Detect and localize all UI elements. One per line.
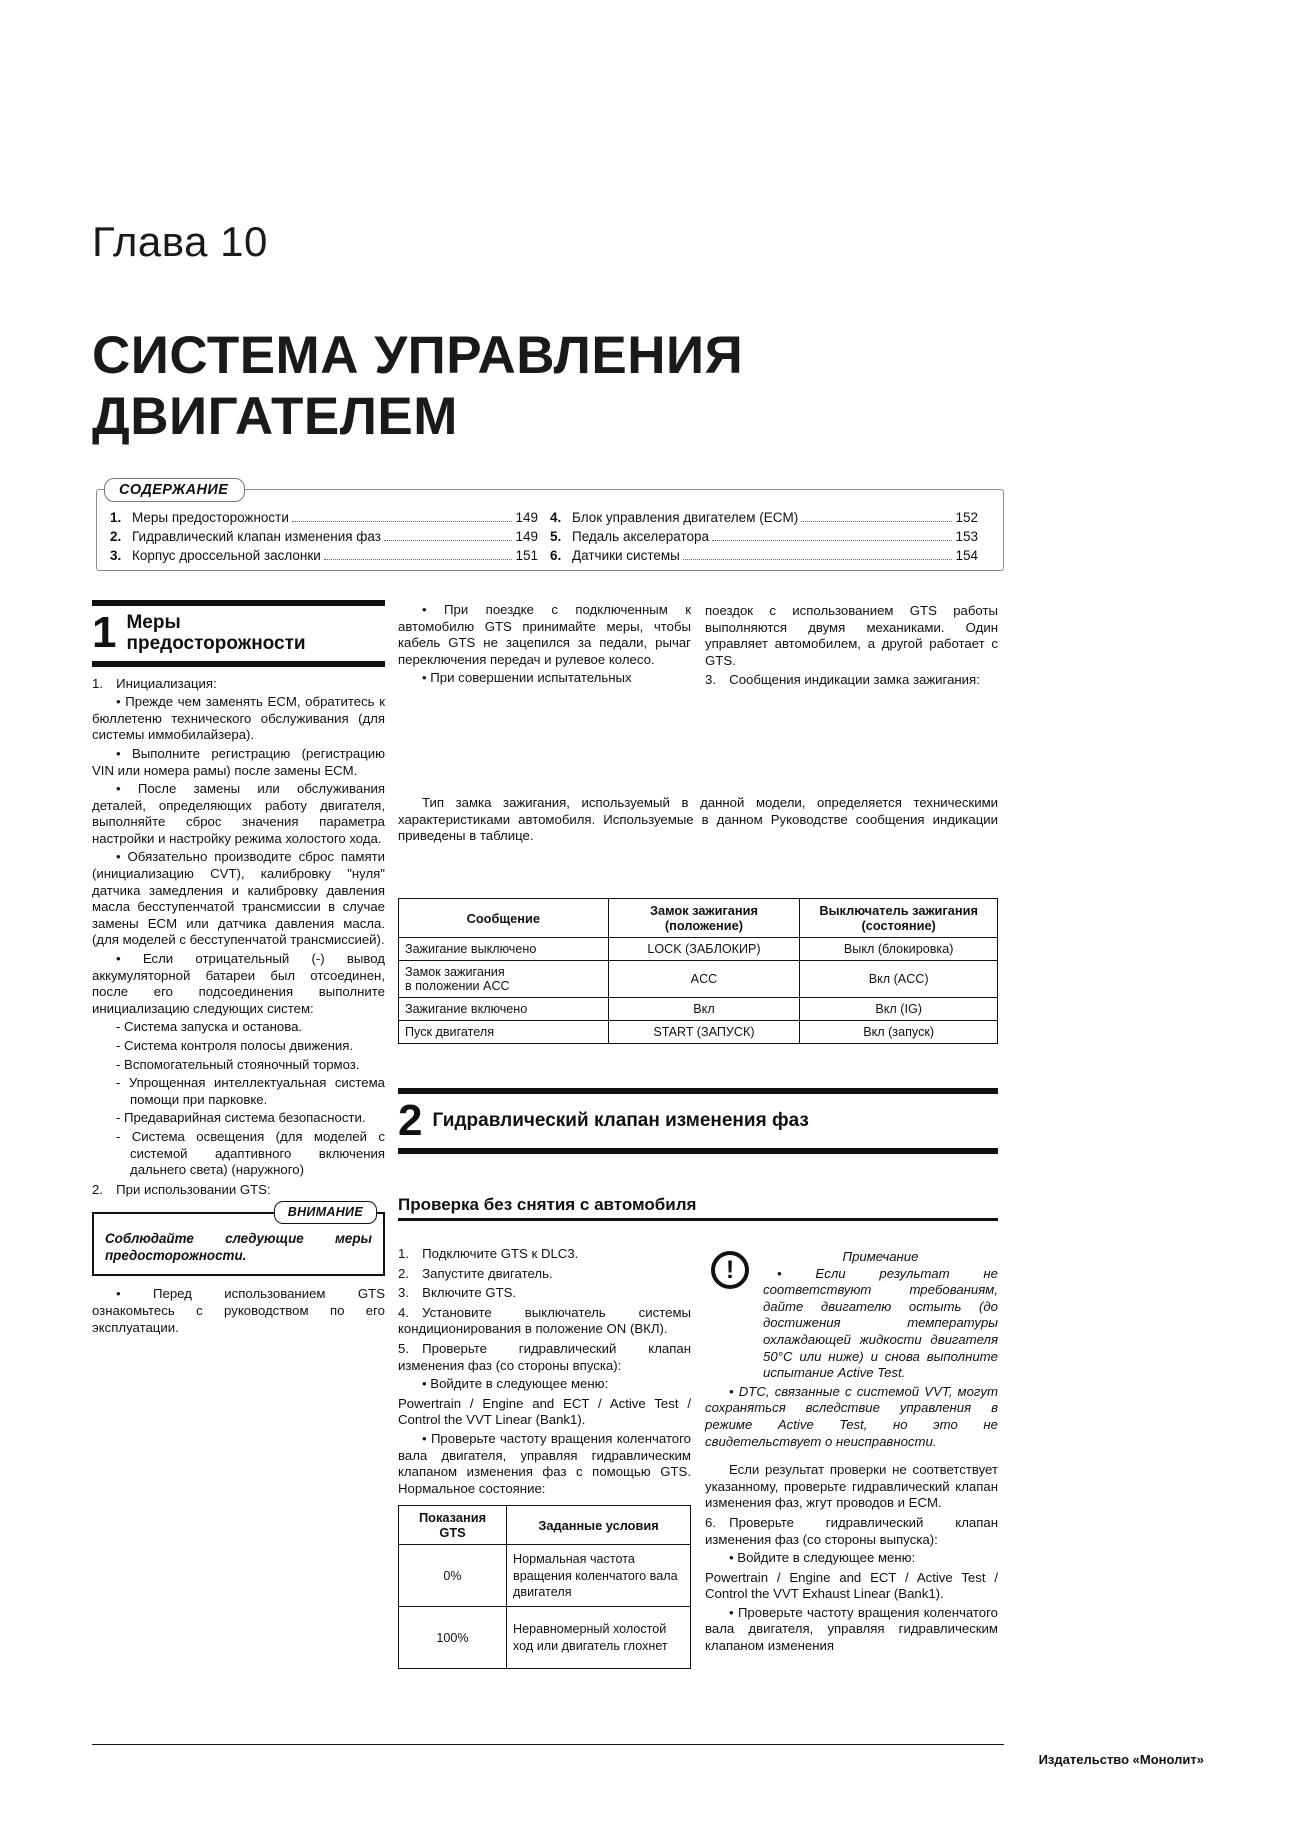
gts-cell-value: 0% [399, 1545, 507, 1607]
step-5-menu-path: Powertrain / Engine and ECT / Active Test / Control the VVT Linear (Bank1). [398, 1395, 691, 1428]
toc-item[interactable] [110, 527, 538, 546]
table-row [399, 1545, 691, 1607]
step-6-bullet-2: • Проверьте частоту вращения коленчатого вала двигателя, управляя гидравлическим клапаном изменения [705, 1604, 998, 1654]
toc-item-label: Гидравлический клапан изменения фаз [132, 529, 381, 544]
paragraph-bullet: • Прежде чем заменять ECM, обратитесь к бюллетеню технического обслуживания (для системы иммобилайзера). [92, 694, 385, 743]
table-header-switch-line-1: Выключатель зажигания [819, 903, 978, 918]
paragraph-continuation: поездок с использованием GTS работы выполняются двумя механиками. Один управляет автомобилем, а другой работает с GTS. [705, 603, 998, 668]
note-block [705, 1249, 998, 1450]
ignition-table-intro [398, 795, 998, 845]
gts-header-reading-line-1: Показания [418, 1510, 487, 1526]
ignition-table [398, 898, 998, 1044]
toc-item-page: 153 [955, 529, 978, 544]
paragraph-item-2: 2. При использовании GTS: [92, 1181, 271, 1197]
table-header-lock-line-1: Замок зажигания [649, 903, 758, 918]
paragraph-dash: - Система контроля полосы движения. [116, 1038, 354, 1053]
gts-header-conditions: Заданные условия [507, 1506, 691, 1545]
table-header-lock-line-2: (положение) [664, 918, 744, 933]
section-title-line-1: Меры [126, 612, 181, 633]
section-number: 1 [92, 608, 117, 658]
page-title-line-2: ДВИГАТЕЛЕМ [92, 387, 458, 447]
toc-item-page: 149 [515, 510, 538, 525]
paragraph-dash: - Система освещения (для моделей с системой адаптивного включения дальнего света) (наружного) [116, 1128, 385, 1178]
step-5-bullet-1: • Войдите в следующее меню: [422, 1376, 609, 1392]
toc-item[interactable] [550, 527, 978, 546]
toc-item-label: Корпус дроссельной заслонки [132, 548, 321, 563]
cell-switch: Вкл (IG) [800, 998, 998, 1021]
footer-divider [92, 1744, 1004, 1745]
section-rule-bottom [398, 1148, 998, 1154]
toc-column-left [110, 508, 550, 565]
paragraph-dash: - Вспомогательный стояночный тормоз. [116, 1056, 360, 1072]
section-2-heading [398, 1088, 998, 1154]
toc-leader-dots [801, 521, 952, 522]
paragraph-bullet: • После замены или обслуживания деталей, определяющих работу двигателя, выполняйте сброс значения параметра настройки и настройку режима холостого хода. [92, 781, 385, 846]
step-2: 2. Запустите двигатель. [398, 1265, 553, 1281]
table-header-message: Сообщение [399, 899, 609, 938]
body-column-3-top [705, 600, 998, 780]
table-row [399, 961, 998, 998]
section-title-line-2: предосторожности [126, 633, 306, 655]
cell-lock: Вкл [608, 998, 800, 1021]
table-header-lock [608, 899, 800, 938]
toc-leader-dots [292, 521, 513, 522]
table-header-row [399, 899, 998, 938]
body-column-3-bottom [705, 1243, 998, 1655]
note-bullet-1: • Если результат не соответствуют требованиям, дайте двигателю остыть (до достижения температуры охлаждающей жидкости двигателя 50°C или ниже) и снова выполните испытание Active Test. [763, 1265, 998, 1381]
table-header-row [399, 1506, 691, 1545]
step-4: 4. Установите выключатель системы кондиционирования в положение ON (ВКЛ). [398, 1304, 691, 1337]
exclamation-icon: ! [711, 1251, 749, 1289]
toc-item-number: 3. [110, 548, 122, 563]
toc-item-page: 149 [515, 529, 538, 544]
paragraph-bullet: • Обязательно производите сброс памяти (инициализацию CVT), калибровку "нуля" датчика замедления и калибровку давления масла бесступенчатой трансмиссии в случае замены ECM или датчика давления масла. (для моделей с бесступенчатой трансмиссией). [92, 849, 385, 948]
cell-message: Пуск двигателя [399, 1021, 609, 1044]
toc-item-page: 152 [955, 510, 978, 525]
cell-lock: LOCK (ЗАБЛОКИР) [608, 938, 800, 961]
toc-item-label: Датчики системы [572, 548, 680, 563]
section-2-subheading-wrap [398, 1183, 998, 1229]
paragraph-bullet: • Если отрицательный (-) вывод аккумуляторной батареи был отсоединен, после его подсоединения выполните инициализацию следующих систем: [92, 951, 385, 1016]
page-title-line-1: СИСТЕМА УПРАВЛЕНИЯ [92, 326, 744, 385]
paragraph-bullet: • Выполните регистрацию (регистрацию VIN или номера рамы) после замены ECM. [92, 745, 385, 778]
section-2-subheading: Проверка без снятия с автомобиля [398, 1195, 998, 1221]
section-number: 2 [398, 1096, 423, 1145]
cell-switch: Выкл (блокировка) [800, 938, 998, 961]
paragraph-dash: - Предаварийная система безопасности. [116, 1110, 366, 1126]
footer-publisher: Издательство «Монолит» [1038, 1752, 1204, 1767]
cell-lock: ACC [608, 961, 800, 998]
chapter-label: Глава 10 [92, 218, 268, 265]
paragraph-dash: - Система запуска и останова. [116, 1019, 303, 1035]
toc-item-number: 5. [550, 529, 562, 544]
paragraph-bullet: • При совершении испытательных [422, 670, 632, 686]
step-3: 3. Включите GTS. [398, 1285, 517, 1301]
toc-item[interactable] [110, 546, 538, 565]
toc-item[interactable] [550, 546, 978, 565]
cell-lock: START (ЗАПУСК) [608, 1021, 800, 1044]
toc-leader-dots [324, 559, 513, 560]
attention-tab-label: ВНИМАНИЕ [274, 1201, 377, 1224]
toc-item-label: Блок управления двигателем (ECM) [572, 510, 799, 525]
step-6-bullet-1: • Войдите в следующее меню: [729, 1550, 916, 1566]
note-bullet-2: • DTC, связанные с системой VVT, могут сохраняться вследствие управления в режиме Active Test, но это не свидетельствует о неисправности. [705, 1383, 998, 1449]
gts-reading-table [398, 1505, 691, 1669]
cell-switch: Вкл (запуск) [800, 1021, 998, 1044]
toc-column-right [550, 508, 990, 565]
page-title [92, 325, 992, 448]
paragraph-item-3: 3. Сообщения индикации замка зажигания: [705, 672, 980, 688]
step-5-bullet-2: • Проверьте частоту вращения коленчатого вала двигателя, управляя гидравлическим клапаном изменения фаз с помощью GTS. Нормальное состояние: [398, 1430, 691, 1496]
attention-text: Соблюдайте следующие меры предосторожности. [92, 1212, 385, 1276]
table-header-switch-line-2: (состояние) [861, 918, 936, 933]
paragraph-dash: - Упрощенная интеллектуальная система помощи при парковке. [116, 1075, 385, 1107]
toc-leader-dots [683, 559, 953, 560]
toc-item-number: 1. [110, 510, 122, 525]
paragraph-bullet: • При поездке с подключенным к автомобилю GTS принимайте меры, чтобы кабель GTS не зацепился за педали, рычаг переключения передач и рулевое колесо. [398, 602, 691, 667]
gts-cell-condition: Неравномерный холостой ход или двигатель глохнет [507, 1607, 691, 1669]
paragraph-bullet: • Перед использованием GTS ознакомьтесь с руководством по его эксплуатации. [92, 1286, 385, 1335]
body-column-2-top [398, 600, 691, 780]
paragraph-after-note: Если результат проверки не соответствует указанному, проверьте гидравлический клапан изменения фаз, жгут проводов и ECM. [705, 1462, 998, 1511]
toc-tab-label: СОДЕРЖАНИЕ [104, 478, 245, 502]
step-1: 1. Подключите GTS к DLC3. [398, 1246, 579, 1261]
table-row [399, 1021, 998, 1044]
step-6: 6. Проверьте гидравлический клапан изменения фаз (со стороны выпуска): [705, 1514, 998, 1547]
gts-header-reading [399, 1506, 507, 1545]
step-5: 5. Проверьте гидравлический клапан изменения фаз (со стороны впуска): [398, 1340, 691, 1373]
table-row [399, 1607, 691, 1669]
toc-leader-dots [384, 540, 513, 541]
body-column-1 [92, 600, 385, 1336]
step-6-menu-path: Powertrain / Engine and ECT / Active Test / Control the VVT Exhaust Linear (Bank1). [705, 1569, 998, 1602]
cell-message: Зажигание включено [399, 998, 609, 1021]
table-row [399, 998, 998, 1021]
cell-switch: Вкл (ACC) [800, 961, 998, 998]
toc-item-number: 2. [110, 529, 122, 544]
paragraph-item-1: 1. Инициализация: [92, 675, 217, 691]
note-title: Примечание [842, 1249, 919, 1264]
toc-item-page: 154 [955, 548, 978, 563]
section-title: Гидравлический клапан изменения фаз [432, 1110, 809, 1132]
section-rule-bottom [92, 661, 385, 667]
ignition-table-intro-text: Тип замка зажигания, используемый в данной модели, определяется техническими характеристиками автомобиля. Используемые в данном Руководстве сообщения индикации приведены в таблице. [398, 795, 998, 844]
cell-message-line-2: в положении ACC [405, 979, 510, 993]
attention-box [92, 1205, 385, 1276]
section-title [126, 612, 305, 655]
toc-leader-dots [712, 540, 952, 541]
toc-item[interactable] [110, 508, 538, 527]
cell-message-line-1: Замок зажигания [405, 965, 505, 979]
gts-cell-condition: Нормальная частота вращения коленчатого вала двигателя [507, 1545, 691, 1607]
cell-message: Зажигание выключено [399, 938, 609, 961]
toc-item-label: Педаль акселератора [572, 529, 709, 544]
toc-item[interactable] [550, 508, 978, 527]
table-row [399, 938, 998, 961]
gts-cell-value: 100% [399, 1607, 507, 1669]
table-header-switch [800, 899, 998, 938]
cell-message [399, 961, 609, 998]
gts-header-reading-line-2: GTS [439, 1525, 466, 1541]
toc-item-page: 151 [515, 548, 538, 563]
section-1-heading [92, 600, 385, 667]
toc-item-number: 4. [550, 510, 562, 525]
toc-item-number: 6. [550, 548, 562, 563]
toc-item-label: Меры предосторожности [132, 510, 289, 525]
body-column-2-bottom [398, 1243, 691, 1669]
